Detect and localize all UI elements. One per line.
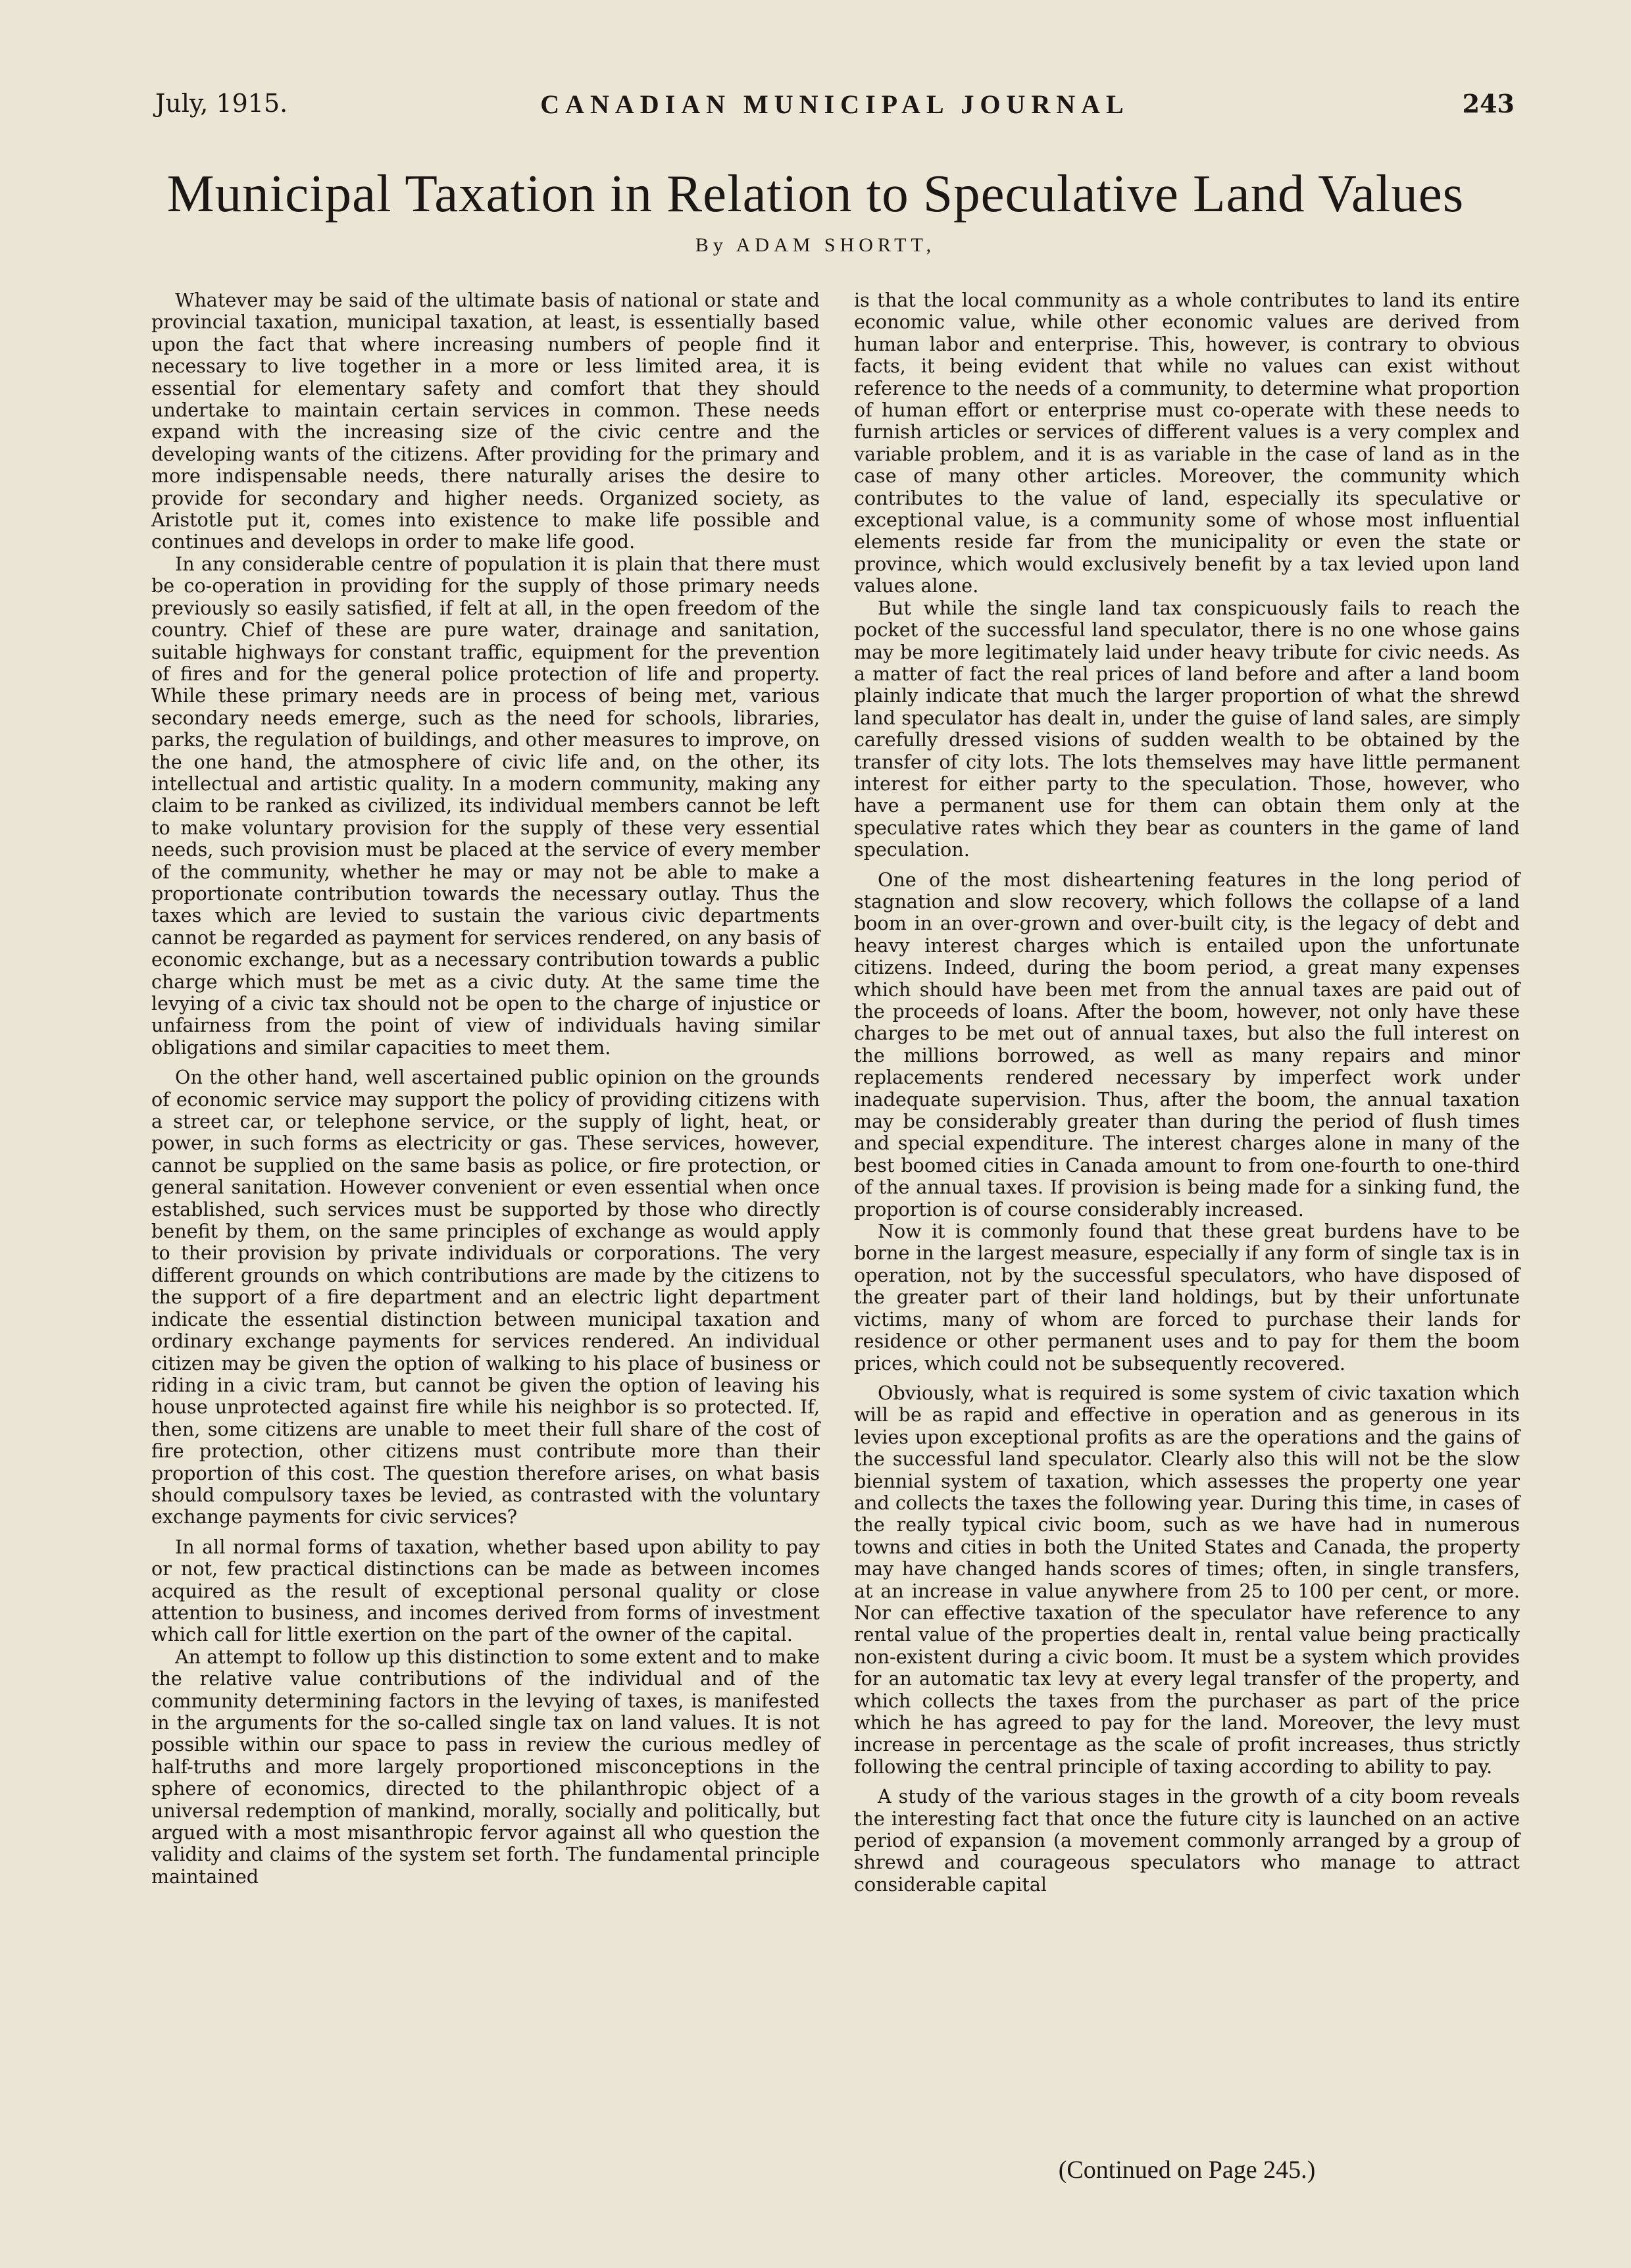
- right-column: [854, 290, 1520, 1896]
- paragraph: A study of the various stages in the growth of a city boom reveals the interesting fact that once the future city is launched on an active period of expansion (a movement commonly arranged by a group of shrewd and courageous speculators who manage to attract considerable capital: [854, 1785, 1520, 1896]
- continued-note: (Continued on Page 245.): [1058, 2156, 1316, 2184]
- paragraph: An attempt to follow up this distinction to some extent and to make the relative value contributions of the individual and of the community determining factors in the levying of taxes, is manifested in the arguments for the so-called single tax on land values. It is not possible within our space to pass in review the curious medley of half-truths and more largely proportioned misconceptions in the sphere of economics, directed to the philanthropic object of a universal redemption of mankind, morally, socially and politically, but argued with a most misanthropic fervor against all who question the validity and claims of the system set forth. The fundamental principle maintained: [151, 1645, 820, 1888]
- running-head: [155, 89, 1515, 128]
- page-number: 243: [1462, 89, 1515, 118]
- paragraph: On the other hand, well ascertained public opinion on the grounds of economic service may support the policy of providing citizens with a street car, or telephone service, or the supply of light, heat, or power, in such forms as electricity or gas. These services, however, cannot be supplied on the same basis as police, or fire protection, or general sanitation. However convenient or even essential when once established, such services must be supported by those who directly benefit by them, on the same principles of exchange as would apply to their provision by private individuals or corporations. The very different grounds on which contributions are made by the citizens to the support of a fire department and an electric light department indicate the essential distinction between municipal taxation and ordinary exchange payments for services rendered. An individual citizen may be given the option of walking to his place of business or riding in a civic tram, but cannot be given the option of leaving his house unprotected against fire while his neighbor is so protected. If, then, some citizens are unable to meet their full share of the cost of fire protection, other citizens must contribute more than their proportion of this cost. The question therefore arises, on what basis should compulsory taxes be levied, as contrasted with the voluntary exchange payments for civic services?: [151, 1066, 820, 1528]
- paragraph: One of the most disheartening features in the long period of stagnation and slow recovery, which follows the collapse of a land boom in an over-grown and over-built city, is the legacy of debt and heavy interest charges which is entailed upon the unfortunate citizens. Indeed, during the boom period, a great many expenses which should have been met from the annual taxes are paid out of the proceeds of loans. After the boom, however, not only have these charges to be met out of annual taxes, but also the full interest on the millions borrowed, as well as many repairs and minor replacements rendered necessary by imperfect work under inadequate supervision. Thus, after the boom, the annual taxation may be considerably greater than during the period of flush times and special expenditure. The interest charges alone in many of the best boomed cities in Canada amount to from one-fourth to one-third of the annual taxes. If provision is being made for a sinking fund, the proportion is of course considerably increased.: [854, 868, 1520, 1221]
- journal-name: CANADIAN MUNICIPAL JOURNAL: [540, 89, 1130, 119]
- article-title: Municipal Taxation in Relation to Speculative Land Values: [166, 164, 1465, 223]
- paragraph: Obviously, what is required is some system of civic taxation which will be as rapid and effective in operation and as generous in its levies upon exceptional profits as are the operations and the gains of the successful land speculator. Clearly also this will not be the slow biennial system of taxation, which assesses the property one year and collects the taxes the following year. During this time, in cases of the really typical civic boom, such as we have had in numerous towns and cities in both the United States and Canada, the property may have changed hands scores of times; often, in single transfers, at an increase in value anywhere from 25 to 100 per cent, or more. Nor can effective taxation of the speculator have reference to any rental value of the properties dealt in, rental value being practically non-existent during a civic boom. It must be a system which provides for an automatic tax levy at every legal transfer of the property, and which collects the taxes from the purchaser as part of the price which he has agreed to pay for the land. Moreover, the levy must increase in percentage as the scale of profit increases, thus strictly following the central principle of taxing according to ability to pay.: [854, 1381, 1520, 1778]
- article-byline: By ADAM SHORTT,: [695, 234, 936, 256]
- left-column: [151, 290, 820, 1888]
- paragraph: In all normal forms of taxation, whether based upon ability to pay or not, few practical distinctions can be made as between incomes acquired as the result of exceptional personal quality or close attention to business, and incomes derived from forms of investment which call for little exertion on the part of the owner of the capital.: [151, 1535, 820, 1646]
- paragraph: Whatever may be said of the ultimate basis of national or state and provincial taxation, municipal taxation, at least, is essentially based upon the fact that where increasing numbers of people find it necessary to live together in a more or less limited area, it is essential for elementary safety and comfort that they should undertake to maintain certain services in common. These needs expand with the increasing size of the civic centre and the developing wants of the citizens. After providing for the primary and more indispensable needs, there naturally arises the desire to provide for secondary and higher needs. Organized society, as Aristotle put it, comes into existence to make life possible and continues and develops in order to make life good.: [151, 289, 820, 553]
- issue-date: July, 1915.: [155, 89, 288, 118]
- paragraph: Now it is commonly found that these great burdens have to be borne in the largest measure, especially if any form of single tax is in operation, not by the successful speculators, who have disposed of the greater part of their land holdings, but by their unfortunate victims, many of whom are forced to purchase their lands for residence or other permanent uses and to pay for them the boom prices, which could not be subsequently recovered.: [854, 1220, 1520, 1374]
- paragraph: But while the single land tax conspicuously fails to reach the pocket of the successful land speculator, there is no one whose gains may be more legitimately laid under heavy tribute for civic needs. As a matter of fact the real prices of land before and after a land boom plainly indicate that much the larger proportion of what the shrewd land speculator has dealt in, under the guise of land sales, are simply carefully dressed visions of sudden wealth to be obtained by the transfer of city lots. The lots themselves may have little permanent interest for either party to the speculation. Those, however, who have a permanent use for them can obtain them only at the speculative rates which they bear as counters in the game of land speculation.: [854, 596, 1520, 861]
- paragraph: is that the local community as a whole contributes to land its entire economic value, while other economic values are derived from human labor and enterprise. This, however, is contrary to obvious facts, it being evident that while no values can exist without reference to the needs of a community, to determine what proportion of human effort or enterprise must co-operate with these needs to furnish articles or services of different values is a very complex and variable problem, and it is as variable in the case of land as in the case of many other articles. Moreover, the community which contributes to the value of land, especially its speculative or exceptional value, is a community some of whose most influential elements reside far from the municipality or even the state or province, which would exclusively benefit by a tax levied upon land values alone.: [854, 289, 1520, 597]
- paragraph: In any considerable centre of population it is plain that there must be co-operation in providing for the supply of those primary needs previously so easily satisfied, if felt at all, in the open freedom of the country. Chief of these are pure water, drainage and sanitation, suitable highways for constant traffic, equipment for the prevention of fires and for the general police protection of life and property. While these primary needs are in process of being met, various secondary needs emerge, such as the need for schools, libraries, parks, the regulation of buildings, and other measures to improve, on the one hand, the atmosphere of civic life and, on the other, its intellectual and artistic quality. In a modern community, making any claim to be ranked as civilized, its individual members cannot be left to make voluntary provision for the supply of these very essential needs, such provision must be placed at the service of every member of the community, whether he may or may not be able to make a proportionate contribution towards the necessary outlay. Thus the taxes which are levied to sustain the various civic departments cannot be regarded as payment for services rendered, on any basis of economic exchange, but as a necessary contribution towards a public charge which must be met as a civic duty. At the same time the levying of a civic tax should not be open to the charge of injustice or unfairness from the point of view of individuals having similar obligations and similar capacities to meet them.: [151, 552, 820, 1059]
